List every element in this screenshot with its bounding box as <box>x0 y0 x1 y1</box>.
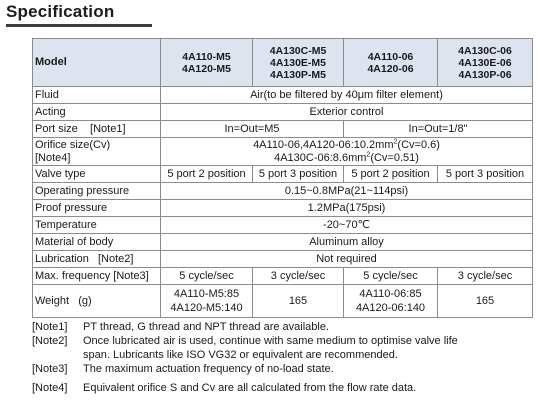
cell: 4A110-06:85 4A120-06:140 <box>344 285 438 318</box>
row-label: Weight (g) <box>33 285 161 318</box>
table-row-operating-pressure <box>33 183 533 200</box>
model-col-2: 4A130C-M5 4A130E-M5 4A130P-M5 <box>253 39 344 87</box>
table-row-proof-pressure <box>33 200 533 217</box>
table-row-port-size <box>33 121 533 138</box>
model-col-1: 4A110-M5 4A120-M5 <box>161 39 253 87</box>
port-size-18: In=Out=1/8" <box>344 121 533 138</box>
note-text: The maximum actuation frequency of no-load state. <box>83 363 334 375</box>
table-row-weight <box>33 285 533 318</box>
table-row-fluid <box>33 87 533 104</box>
model-col-3: 4A110-06 4A120-06 <box>344 39 438 87</box>
title-underline <box>6 24 152 27</box>
row-value: Not required <box>161 251 533 268</box>
row-label: Temperature <box>33 217 161 234</box>
notes-section <box>32 320 532 395</box>
cell: 4A110-M5:85 4A120-M5:140 <box>161 285 253 318</box>
model-col-4: 4A130C-06 4A130E-06 4A130P-06 <box>438 39 533 87</box>
table-row-lubrication <box>33 251 533 268</box>
row-value: Aluminum alloy <box>161 234 533 251</box>
table-row-orifice <box>33 138 533 166</box>
note-tag: [Note3] <box>32 363 68 375</box>
table-row-max-frequency <box>33 268 533 285</box>
table-row-material <box>33 234 533 251</box>
row-value: -20~70℃ <box>161 217 533 234</box>
cell: 3 cycle/sec <box>253 268 344 285</box>
row-label: Orifice size(Cv) [Note4] <box>33 138 161 166</box>
note-1 <box>32 320 532 334</box>
row-label: Proof pressure <box>33 200 161 217</box>
note-text: PT thread, G thread and NPT thread are available. <box>83 321 330 333</box>
note-3 <box>32 362 532 376</box>
specification-table <box>32 38 533 318</box>
orifice-value: $4A110-06,4A120-06:10.2mm^2(Cv=0.6)$ $4A130C-06:8.6mm^2(Cv=0.51)$ <box>161 138 533 166</box>
table-row-temperature <box>33 217 533 234</box>
cell: 165 <box>253 285 344 318</box>
page-title: Specification <box>6 2 115 21</box>
cell: 5 cycle/sec <box>161 268 253 285</box>
row-label: Material of body <box>33 234 161 251</box>
row-value: 0.15~0.8MPa(21~114psi) <box>161 183 533 200</box>
note-4 <box>32 381 532 395</box>
row-label: Lubrication [Note2] <box>33 251 161 268</box>
note-tag: [Note1] <box>32 321 68 333</box>
row-label: Acting <box>33 104 161 121</box>
row-value: Air(to be filtered by 40μm filter element) <box>161 87 533 104</box>
table-row-acting <box>33 104 533 121</box>
row-label: Max. frequency [Note3] <box>33 268 161 285</box>
row-label: Operating pressure <box>33 183 161 200</box>
row-value: 1.2MPa(175psi) <box>161 200 533 217</box>
port-size-m5: In=Out=M5 <box>161 121 344 138</box>
note-2 <box>32 334 532 362</box>
note-tag: [Note2] <box>32 335 68 347</box>
note-text: Equivalent orifice S and Cv are all calculated from the flow rate data. <box>83 382 417 394</box>
cell: 5 port 3 position <box>253 166 344 183</box>
cell: 3 cycle/sec <box>438 268 533 285</box>
note-text: Once lubricated air is used, continue with same medium to optimise valve life span. Lubricants like ISO VG32 or equivalent are recommended. <box>83 335 458 361</box>
row-label: Fluid <box>33 87 161 104</box>
cell: 5 port 2 position <box>344 166 438 183</box>
table-header-row <box>33 39 533 87</box>
row-value: Exterior control <box>161 104 533 121</box>
cell: 5 port 2 position <box>161 166 253 183</box>
table-row-valve-type <box>33 166 533 183</box>
cell: 5 port 3 position <box>438 166 533 183</box>
row-label: Valve type <box>33 166 161 183</box>
row-label: Port size [Note1] <box>33 121 161 138</box>
note-tag: [Note4] <box>32 382 68 394</box>
cell: 165 <box>438 285 533 318</box>
model-label: Model <box>33 39 161 87</box>
cell: 5 cycle/sec <box>344 268 438 285</box>
